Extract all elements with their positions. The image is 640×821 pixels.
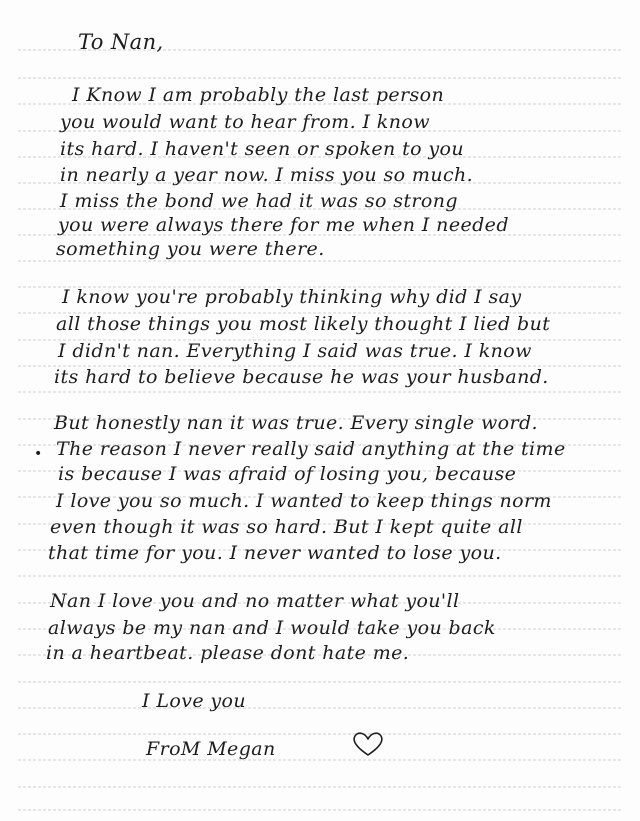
paragraph-2-line-4: its hard to believe because he was your husband. (54, 366, 549, 388)
paragraph-4-line-1: Nan I love you and no matter what you'll (50, 590, 460, 612)
paragraph-2-line-1: I know you're probably thinking why did I say (62, 286, 522, 308)
paragraph-2-line-3: I didn't nan. Everything I said was true. I know (58, 340, 532, 362)
paragraph-4-line-3: in a heartbeat. please dont hate me. (46, 642, 410, 664)
paragraph-1-line-5: I miss the bond we had it was so strong (60, 190, 458, 212)
paragraph-1-line-2: you would want to hear from. I know (60, 111, 430, 133)
paragraph-3-line-4: even though it was so hard. But I kept quite all (50, 516, 523, 538)
paragraph-3-line-3: I love you so much. I wanted to keep things norm (56, 490, 552, 512)
paragraph-2-line-2: all those things you most likely thought I lied but (56, 313, 551, 335)
closing: I Love you (142, 690, 247, 712)
paragraph-1-line-7: something you were there. (56, 238, 325, 260)
paragraph-2-line-5: But honestly nan it was true. Every single word. (54, 412, 538, 434)
greeting: To Nan, (78, 30, 164, 54)
paragraph-4-line-2: always be my nan and I would take you back (48, 617, 496, 639)
paragraph-3-line-1: The reason I never really said anything at the time (56, 438, 566, 460)
paragraph-3-line-2: is because I was afraid of losing you, because (58, 463, 517, 485)
paragraph-1-line-3: its hard. I haven't seen or spoken to you (60, 138, 464, 160)
ink-dot: • (34, 446, 43, 462)
signature: FroM Megan (146, 738, 276, 760)
paragraph-3-line-5: that time for you. I never wanted to lose you. (48, 542, 502, 564)
paragraph-1-line-1: I Know I am probably the last person (72, 84, 445, 106)
paragraph-1-line-6: you were always there for me when I needed (58, 214, 509, 236)
heart-icon (350, 730, 386, 758)
paragraph-1-line-4: in nearly a year now. I miss you so much. (60, 164, 474, 186)
